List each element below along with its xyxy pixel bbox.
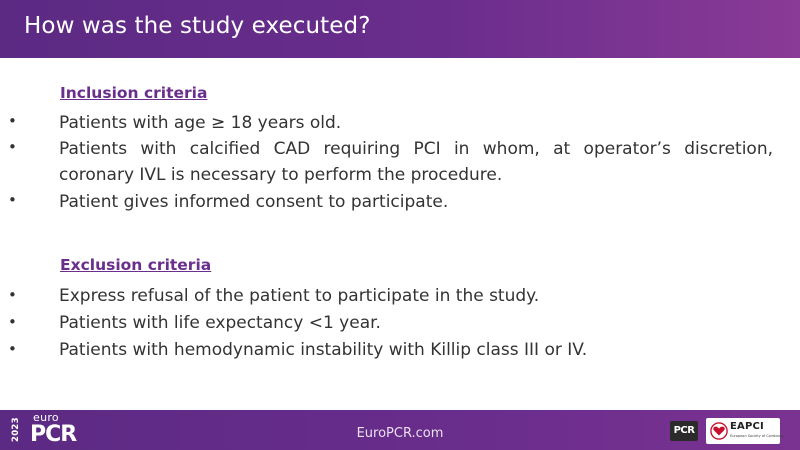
inclusion-item: Patients with age ≥ 18 years old. xyxy=(59,113,342,133)
exclusion-heading: Exclusion criteria xyxy=(60,256,212,274)
exclusion-item: Express refusal of the patient to participate in the study. xyxy=(59,286,540,306)
inclusion-item: Patient gives informed consent to participate. xyxy=(59,192,449,212)
year-label: 2023 xyxy=(11,417,21,443)
bullet-icon: • xyxy=(8,313,17,331)
slide-title: How was the study executed? xyxy=(24,13,371,39)
exclusion-item: Patients with hemodynamic instability with Killip class III or IV. xyxy=(59,340,588,360)
eapci-name: EAPCI xyxy=(730,421,764,432)
footer-url: EuroPCR.com xyxy=(356,426,444,441)
eapci-badge-logo xyxy=(706,418,785,444)
exclusion-item: Patients with life expectancy <1 year. xyxy=(59,313,381,333)
heart-logo-icon xyxy=(710,422,728,440)
bullet-icon: • xyxy=(8,191,17,209)
bullet-icon: • xyxy=(8,138,17,156)
logo-pcr-text: PCR xyxy=(30,422,77,447)
logo-euro-text: euro xyxy=(33,411,59,424)
pcr-badge-logo: PCR xyxy=(670,421,698,441)
inclusion-heading: Inclusion criteria xyxy=(60,84,208,102)
inclusion-item: Patients with calcified CAD requiring PCI in whom, at operator’s discretion, coronary IVL is necessary to perform the procedure. xyxy=(59,139,773,185)
bullet-icon: • xyxy=(8,340,17,358)
slide-footer xyxy=(0,410,800,450)
bullet-icon: • xyxy=(8,286,17,304)
eapci-subtitle: European Society of Cardiology xyxy=(730,434,785,438)
bullet-icon: • xyxy=(8,112,17,130)
